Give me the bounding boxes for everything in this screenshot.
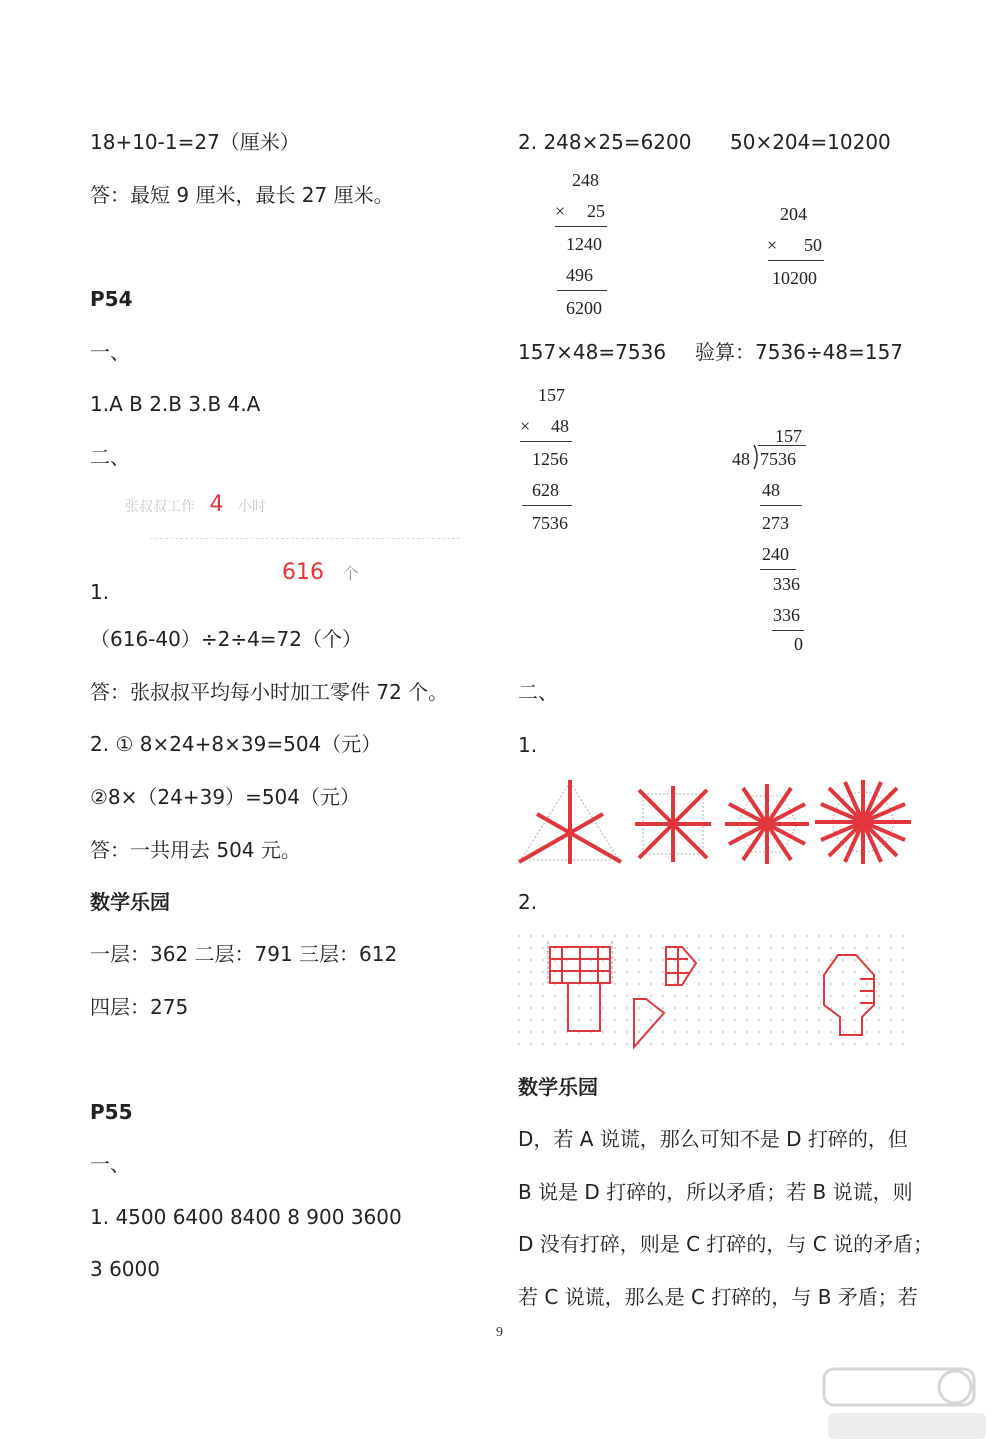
square-axes-figure [635, 786, 711, 862]
mul1-a: 248 [572, 170, 599, 190]
mul2-a: 204 [780, 204, 807, 224]
logic-line-1: D，若 A 说谎，那么可知不是 D 打碎的，但 [518, 1127, 908, 1151]
mul1-res: 6200 [566, 298, 602, 318]
p55-answers-1: 1. 4500 6400 8400 8 900 3600 [90, 1205, 402, 1229]
q3-title: 157×48=7536 [518, 340, 667, 364]
grid-figures [518, 935, 918, 1055]
symmetry-figures [515, 778, 915, 868]
mul3-r2: 628 [532, 480, 559, 500]
p55-answers-2: 3 6000 [90, 1257, 160, 1281]
section-p54: P54 [90, 287, 133, 311]
mul3-b: 48 [551, 416, 569, 436]
mul2-op: × [767, 235, 778, 255]
q3-check: 验算：7536÷48=157 [695, 340, 904, 364]
q2-equation-2: ②8×（24+39）=504（元） [90, 785, 360, 809]
section-two: 二、 [90, 445, 130, 469]
div-step-1: 48 [762, 480, 780, 500]
div-rule-2 [760, 569, 796, 570]
mul3-r1: 1256 [532, 449, 568, 469]
eq-length: 18+10-1=27（厘米） [90, 130, 300, 154]
scan-parts [282, 560, 358, 585]
mul2-rule [768, 260, 824, 261]
scan-hint-text: 张叔叔工作 [125, 499, 195, 515]
mul1-op: × [555, 201, 566, 221]
q2-equation-1: 2. ① 8×24+8×39=504（元） [90, 732, 382, 756]
div-rule-1 [760, 505, 802, 506]
div-step-5: 336 [773, 605, 800, 625]
mul2-b: 50 [804, 235, 822, 255]
hexagon-axes-figure [725, 784, 809, 864]
q2-answer: 答：一共用去 504 元。 [90, 838, 301, 862]
div-divisor: 48 [732, 449, 750, 469]
page-number: 9 [496, 1325, 503, 1340]
q1-label: 1. [90, 580, 110, 604]
mul1-b: 25 [587, 201, 605, 221]
floors-line-1: 一层：362 二层：791 三层：612 [90, 942, 398, 966]
answer-length: 答：最短 9 厘米，最长 27 厘米。 [90, 183, 394, 207]
div-top-bar [758, 445, 806, 446]
q2-title: 2. 248×25=6200 [518, 130, 692, 154]
section-two-right: 二、 [518, 680, 558, 704]
div-step-3: 240 [762, 544, 789, 564]
div-dividend: 7536 [760, 449, 796, 469]
mul3-a: 157 [538, 385, 565, 405]
scan-unit: 个 [342, 564, 359, 583]
section-p55: P55 [90, 1100, 133, 1124]
mul3-rule-1 [520, 441, 572, 442]
watermark-logo [820, 1365, 990, 1445]
section-one: 一、 [90, 340, 130, 364]
scan-divider [150, 538, 460, 539]
mul1-rule-2 [557, 290, 607, 291]
div-quotient: 157 [775, 426, 802, 446]
div-step-4: 336 [773, 574, 800, 594]
logic-line-4: 若 C 说谎，那么是 C 打碎的，与 B 矛盾；若 [518, 1285, 918, 1309]
floors-line-2: 四层：275 [90, 995, 189, 1019]
mul1-r2: 496 [566, 265, 593, 285]
scan-hint-after: 小时 [237, 499, 266, 515]
grid-label: 2. [518, 890, 538, 914]
q2-title-b: 50×204=10200 [730, 130, 891, 154]
math-park-title-left: 数学乐园 [90, 890, 170, 914]
mul1-r1: 1240 [566, 234, 602, 254]
q1-answer: 答：张叔叔平均每小时加工零件 72 个。 [90, 680, 449, 704]
q1-equation: （616-40）÷2÷4=72（个） [90, 627, 363, 651]
mul2-res: 10200 [772, 268, 817, 288]
logic-line-2: B 说是 D 打碎的，所以矛盾；若 B 说谎，则 [518, 1180, 913, 1204]
div-rule-3 [772, 630, 804, 631]
math-park-title-right: 数学乐园 [518, 1075, 598, 1099]
scan-red-hours: 4 [209, 492, 224, 517]
symmetry-label: 1. [518, 733, 538, 757]
circle-axes-figure [815, 780, 911, 864]
triangle-axes-figure [519, 780, 621, 864]
mul3-op: × [520, 416, 531, 436]
scan-hint [125, 492, 266, 517]
mul3-rule-2 [522, 505, 572, 506]
mul3-res: 7536 [532, 513, 568, 533]
choice-answers: 1.A B 2.B 3.B 4.A [90, 392, 261, 416]
mul1-rule-1 [555, 226, 607, 227]
div-step-2: 273 [762, 513, 789, 533]
logic-line-3: D 没有打碎，则是 C 打碎的，与 C 说的矛盾； [518, 1232, 934, 1256]
div-remainder: 0 [794, 634, 803, 654]
section-one-p55: 一、 [90, 1152, 130, 1176]
scan-red-parts: 616 [282, 560, 324, 585]
